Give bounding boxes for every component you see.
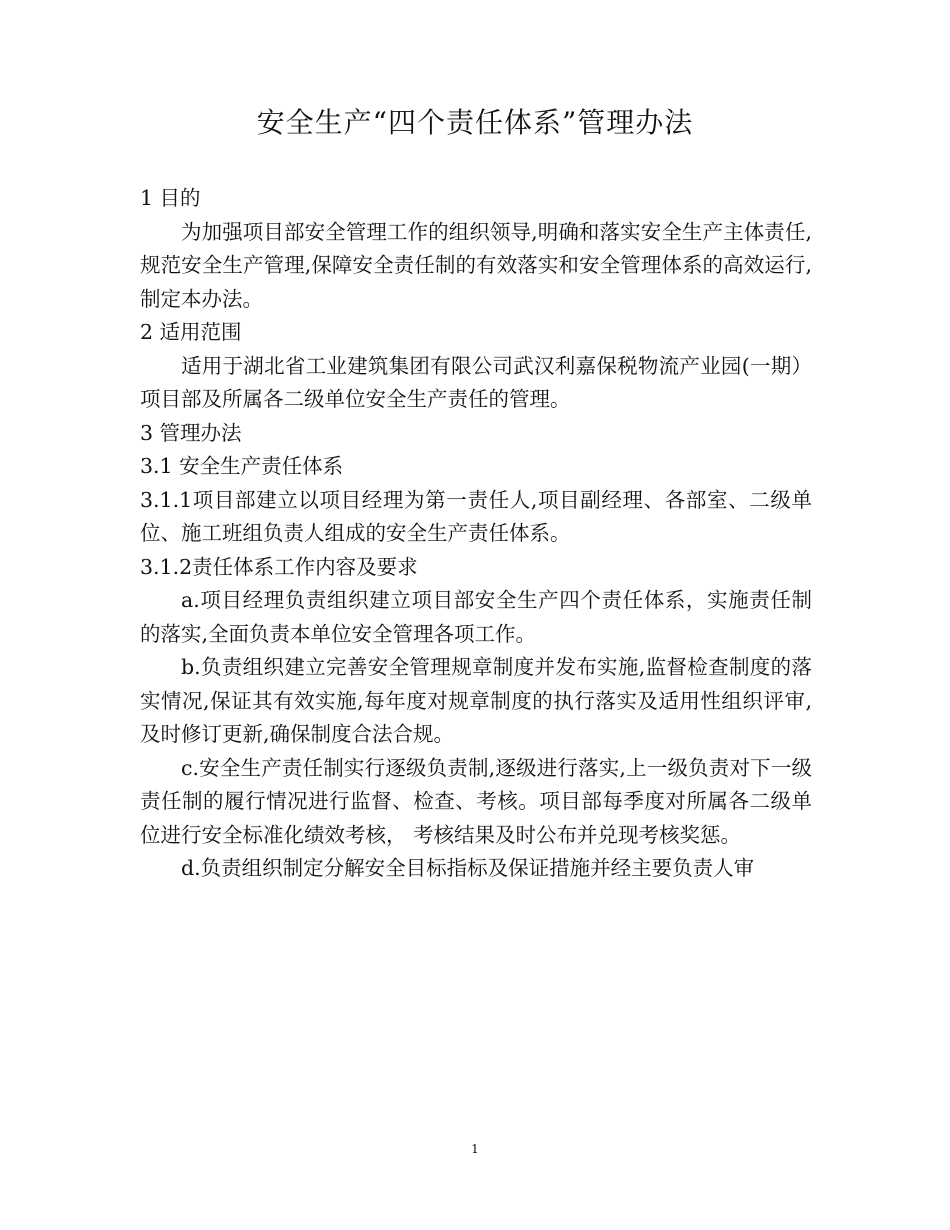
subsection-heading-responsibility-system: 3.1 安全生产责任体系 (140, 454, 344, 478)
section-heading-scope: 2 适用范围 (140, 320, 242, 344)
item-c: c.安全生产责任制实行逐级负责制,逐级进行落实,上一级负责对下一级责任制的履行情况进行监督、检查、考核。项目部每季度对所属各二级单位进行安全标准化绩效考核， 考核结果及时公布并兑现考核奖惩。 (140, 755, 812, 847)
paragraph-purpose: 为加强项目部安全管理工作的组织领导,明确和落实安全生产主体责任,规范安全生产管理,保障安全责任制的有效落实和安全管理体系的高效运行,制定本办法。 (140, 219, 812, 311)
page-number: 1 (471, 1142, 479, 1156)
item-d: d.负责组织制定分解安全目标指标及保证措施并经主要负责人审 (181, 856, 755, 880)
section-heading-purpose: 1 目的 (140, 186, 201, 210)
document-body (140, 182, 812, 886)
document-title: 安全生产“四个责任体系”管理办法 (256, 106, 694, 139)
clause-3-1-2-heading: 3.1.2责任体系工作内容及要求 (140, 554, 418, 579)
item-a: a.项目经理负责组织建立项目部安全生产四个责任体系，实施责任制的落实,全面负责本单位安全管理各项工作。 (140, 588, 812, 646)
clause-3-1-1: 3.1.1项目部建立以项目经理为第一责任人,项目副经理、各部室、二级单位、施工班组负责人组成的安全生产责任体系。 (140, 487, 812, 545)
item-b: b.负责组织建立完善安全管理规章制度并发布实施,监督检查制度的落实情况,保证其有效实施,每年度对规章制度的执行落实及适用性组织评审,及时修订更新,确保制度合法合规。 (140, 655, 812, 746)
paragraph-scope: 适用于湖北省工业建筑集团有限公司武汉利嘉保税物流产业园(一期）项目部及所属各二级单位安全生产责任的管理。 (140, 353, 812, 411)
section-heading-management: 3 管理办法 (140, 420, 242, 445)
